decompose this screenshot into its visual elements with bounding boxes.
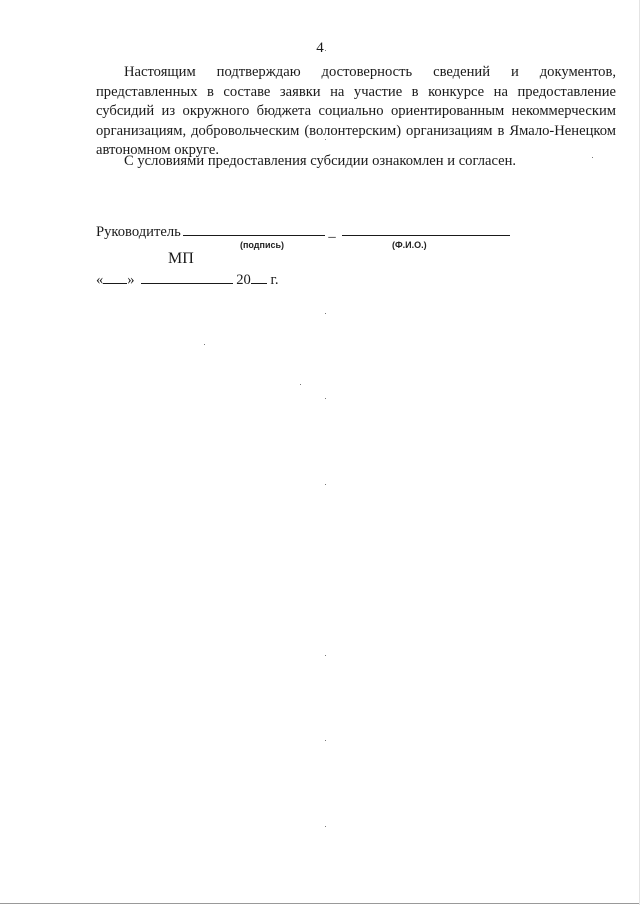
- signature-separator: _: [328, 224, 336, 240]
- date-month-line[interactable]: [141, 269, 233, 284]
- scan-speck: [325, 50, 326, 51]
- scan-speck: [325, 740, 326, 741]
- date-open-quote: «: [96, 272, 104, 288]
- signature-row: [96, 221, 510, 241]
- date-close-quote: »: [127, 272, 135, 288]
- confirmation-paragraph: Настоящим подтверждаю достоверность сведений и документов, представленных в составе заявки на участие в конкурсе на предоставление субсидий из окружного бюджета социально ориентированным некоммерческим организациям, добровольческим (волонтерским) организациям в Ямало-Ненецком автономном округе.: [96, 64, 616, 159]
- signature-line[interactable]: [183, 221, 325, 236]
- date-day-line[interactable]: [103, 269, 127, 284]
- fio-caption: (Ф.И.О.): [392, 240, 427, 250]
- signature-caption: (подпись): [240, 240, 285, 250]
- scan-speck: [325, 655, 326, 656]
- scan-speck: [325, 398, 326, 399]
- scan-speck: [325, 313, 326, 314]
- scan-speck: [325, 484, 326, 485]
- scan-speck: [300, 384, 301, 385]
- signature-label: Руководитель: [96, 224, 181, 240]
- scan-edge-bottom: [0, 903, 640, 904]
- scan-speck: [592, 157, 593, 158]
- date-row: [96, 269, 279, 289]
- scan-speck: [325, 139, 326, 140]
- date-year-suffix: г.: [270, 272, 279, 288]
- page-number: 4: [316, 40, 324, 56]
- date-year-prefix: 20: [236, 272, 251, 288]
- fio-line[interactable]: [342, 221, 510, 236]
- stamp-label: МП: [168, 250, 194, 267]
- scan-speck: [325, 826, 326, 827]
- scan-speck: [204, 344, 205, 345]
- date-year-line[interactable]: [251, 269, 267, 284]
- agreement-paragraph: С условиями предоставления субсидии ознакомлен и согласен.: [124, 153, 517, 169]
